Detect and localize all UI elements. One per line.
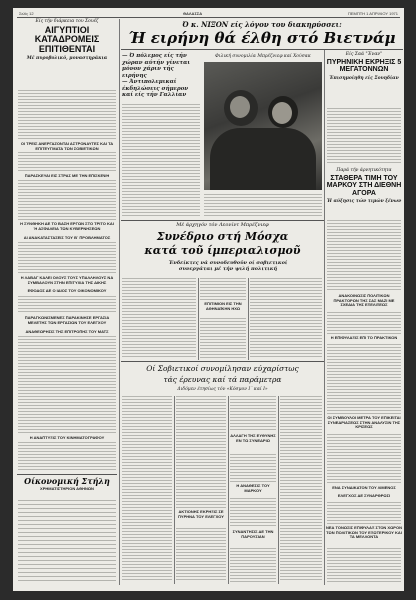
page-number: Σελίς 12 [19, 11, 34, 16]
left-item-1: ΟΙ ΤΡΕΙΣ ΑΝΕΡΓΑΖΟΝΤΑΙ ΑΣΤΡΟΝΑΥΤΕΣ ΚΑΙ ΤΑ ΕΠΙΤΕΥΓΜΑΤΑ ΤΩΝ ΣΟΒΙΕΤΙΚΩΝ [20, 141, 114, 151]
figure-right-face [272, 102, 292, 124]
moscow-body-3 [200, 318, 246, 358]
bottom-item-3: Η ΑΝΑΘΕΣΙΣ ΤΟΥ ΜΑΡΚΟΥ [236, 483, 270, 493]
right-body-3 [327, 434, 401, 484]
masthead: ΘΑΛΑΣΣΑ [183, 11, 203, 16]
moscow-body-2 [200, 278, 246, 300]
figures-shoulders [210, 128, 316, 190]
left-item-5: Η ΛΑΒΑΓ ΚΑΛΕΙ ΟΛΟΥΣ ΤΟΥΣ ΥΠΑΛΛΗΛΟΥΣ ΝΑ ΣΥΜΒΑΛΟΥΝ ΣΤΗΝ ΕΠΙΤΥΧΙΑ ΤΗΣ ΔΙΚΗΣ [20, 275, 114, 285]
economy-rule [17, 474, 117, 475]
right-body-1 [327, 312, 401, 334]
left-body-2 [18, 152, 116, 172]
banner-rule [121, 49, 403, 50]
mark-body [327, 220, 401, 290]
left-subhead: Μέ πυροβολικό, μοναστηράκια [26, 56, 108, 62]
mark-story [326, 168, 402, 204]
bottom-item-1: ΑΚΤΙΟΝΗΣ ΕΚΡΗΞΙΣ ΣΕ ΠΥΡΗΝΑ ΤΟΥ ΕΛΕΓΧΟΥ [178, 509, 224, 519]
nuclear-kicker: Είς Σαά "Έναν" [345, 52, 383, 57]
box1-title: ΕΠΙΤΙΜΙΟΝ ΕΙΣ ΤΗΝ ΑΘΗΝΑΪΚΗΝ ΗΧΩ [204, 301, 242, 311]
figure-left-face [230, 96, 250, 118]
vietnam-body [122, 104, 200, 216]
left-headline: ΑΙΓΥΠΤΙΟΙ ΚΑΤΑΔΡΟΜΕΙΣ ΕΠΙΤΙΘΕΝΤΑΙ [34, 25, 100, 54]
mark-subhead: Ή αύξησις τών τιμών ξένων [326, 199, 402, 205]
left-kicker: Είς τήν διάρκεια του Σουέζ [35, 19, 99, 24]
issue-date: ΠΕΜΠΤΗ 1 ΑΠΡΙΛΙΟΥ 1971 [347, 11, 398, 16]
right-body-2 [327, 344, 401, 414]
bottom-item-4: ΣΥΝΑΝΤΗΣΙΣ ΔΕ ΤΗΝ ΠΑΡΟΥΣΙΑΝ [232, 529, 274, 539]
right-body-5 [327, 548, 401, 584]
banner-headline: Ή ειρήνη θά έλθη στό Βιετνάμ [128, 29, 396, 47]
moscow-subhead: Ένδείκτες νά συνοδευθοῦν οί σοβιετικοί συνεργάται μέ τήν ψιλή πολιτική [168, 260, 288, 272]
col-divider-8 [324, 220, 325, 585]
right-item-2: Η ΕΠΙΦΥΛΑΞΙΣ ΕΠΙ ΤΟ ΠΡΑΚΤΙΚΟΝ [330, 335, 398, 340]
soviet-body-2 [176, 396, 226, 508]
right-item-5: ΕΛΕΓΧΟΣ ΔΕ ΣΥΝΑΡΘΡΩΣΙ [337, 493, 391, 498]
vietnam-lead-1: — Ό πόλεμος είς τήν χώραν αύτήν γίνεται μόνον χάριν τής ειρήνης [122, 53, 191, 79]
moscow-body-4 [250, 278, 322, 358]
col-divider-4 [248, 278, 249, 360]
col-divider-7 [278, 396, 279, 584]
nuclear-subhead: Έπισημοίηθη είς Σουηδίαν [329, 75, 399, 81]
left-item-2: ΠΑΡΑΣΚΕΥΑΙ ΕΙΣ ΣΤΡΑΣ ΜΕ ΤΗΝ ΕΠΙΣΚΕΨΗ [24, 173, 110, 178]
col-divider-1 [119, 19, 120, 585]
col-divider-5 [174, 396, 175, 584]
nuclear-story [326, 52, 402, 81]
header-rule [17, 17, 400, 18]
soviet-body-6 [230, 498, 276, 526]
vietnam-lead-2: — Άντιπολεμικαί έκδηλώσεις σήμερον καί είς τήν Γαλλίαν [122, 79, 189, 99]
photo-brezhnev-husak [204, 62, 322, 190]
left-body-4 [18, 242, 116, 274]
left-item-6: ΕΦΟΔΟΣ ΔΕ Ο ΙΔΙΟΣ ΤΟΥ ΟΙΚΟΝΟΜΙΚΟΥ [27, 288, 107, 293]
col-divider-6 [228, 396, 229, 584]
moscow-headline-1: Συνέδριο στή Μόσχα [156, 230, 289, 243]
nuclear-body [327, 108, 401, 164]
left-body-1 [18, 90, 116, 140]
soviet-subhead: Διδόμεν έτησίως τόν «Κόσμον Ι΄ καί Ι» [177, 387, 268, 392]
soviet-body-7 [230, 548, 276, 582]
right-item-4: ΕΝΑ ΣΥΝΔΙΚΑΤΟΝ ΤΟΥ ΛΙΜΕΝΟΣ [332, 485, 396, 490]
soviet-body-5 [230, 454, 276, 482]
right-item-6: ΝΕΑ ΤΟΝΩΣΙΣ ΕΠΙΦΥΛΑΞ ΣΤΟΝ ΧΩΡΟΝ ΤΩΝ ΠΟΛΙΤΙΚΩΝ ΤΟΥ ΕΞΩΤΕΡΙΚΟΥ ΚΑΙ ΤΑ ΜΕΛΛΟΝΤΑ [326, 525, 402, 540]
nuclear-headline: ΠΥΡΗΝΙΚΗ ΕΚΡΗΞΙΣ 5 ΜΕΓΑΤΟΝΝΩΝ [326, 59, 402, 74]
left-item-7: ΠΑΡΑΓΚΩΝΙΣΜΕΝΕΣ ΠΑΡΑΚΙΝΗΣΕ ΕΡΓΑΣΙΑ ΜΕΛΕΤΗΣ ΤΩΝ ΕΡΓΑΣΙΩΝ ΤΟΥ ΕΛΕΓΧΟΥ [24, 315, 110, 325]
newspaper-page [13, 8, 404, 591]
banner-kicker: Ό κ. ΝΙΞΟΝ είς λόγον του διακηρύσσει: [182, 20, 342, 29]
economy-title: Οίκονομική Στήλη [24, 476, 110, 486]
economy-section [17, 476, 117, 492]
left-body-3 [18, 180, 116, 220]
left-body-7 [18, 442, 116, 472]
left-item-4: ΑΙ ΑΝΑΚΑΤΑΣΤΑΣΕΙΣ ΤΟΥ Β΄ ΠΡΟΒΛΗΜΑΤΟΣ [23, 235, 111, 240]
soviet-headline-2: τάς έρευνας καί τά παράμετρα [163, 375, 282, 384]
stock-table [18, 496, 116, 584]
left-item-9: Η ΑΝΑΠΤΥΞΙΣ ΤΟΥ ΚΙΝΗΜΑΤΟΓΡΑΦΟΥ [29, 435, 105, 440]
photo-body [204, 194, 322, 218]
left-item-3: Η ΣΥΝΘΗΚΗ ΔΕ ΤΟ ΒΑΣΗ ΕΡΓΩΝ ΣΤΟ ΤΡΙΤΟ ΚΑΙ Ή ΑΣΦΑΛΕΙΑ ΤΩΝ ΚΥΒΕΡΝΗΣΕΩΝ [20, 221, 114, 231]
photo-caption: Φιλική συνομιλία Μπρέζνιεφ καί Χούσακ [215, 54, 311, 59]
soviet-body-8 [280, 396, 322, 582]
moscow-kicker: Μέ άρχηγόν τόν Λεονίντ Μπρέζνιεφ [176, 222, 269, 228]
left-body-5 [18, 296, 116, 314]
left-body-6 [18, 336, 116, 434]
left-item-8: ΑΝΑΘΕΩΡΗΣΙΣ ΤΗΣ ΕΠΙΤΡΟΠΗΣ ΤΟΥ ΜΑΤΣ [25, 329, 109, 334]
soviet-body-3 [176, 528, 226, 582]
left-top-story [17, 19, 117, 62]
soviet-body-1 [122, 396, 172, 582]
soviet-rule [121, 361, 324, 362]
mark-kicker: Παρά τήν άρνητικότητα [336, 168, 392, 173]
economy-subtitle: ΧΡΗΜΑΤΙΣΤΗΡΙΟΝ ΑΘΗΝΩΝ [40, 486, 94, 491]
mark-headline: ΣΤΑΘΕΡΑ ΤΙΜΗ ΤΟΥ ΜΑΡΚΟΥ ΣΤΗ ΔΙΕΘΝΗ ΑΓΟΡΑ [326, 175, 402, 197]
col-divider-3 [198, 278, 199, 360]
right-item-3: ΟΙ ΣΥΜΒΟΥΛΟΙ ΜΕΤΡΑ ΤΟΥ ΕΠΙΚΕΙΤΑΙ ΣΥΝΕΔΡΙΑΣΕΩΣ ΣΤΗΝ ΑΝΑΛΥΣΙΝ ΤΗΣ ΚΡΙΣΕΩΣ [327, 415, 401, 430]
soviet-headline-1: Οί Σοβιετικοί συνομίλησαν εύχαρίστως [146, 364, 299, 373]
bottom-item-2: ΑΛΛΑΓΗ ΤΗΣ ΕΥΘΥΝΗΣ ΕΝ ΤΩ ΣΥΝΕΔΡΙΩ [230, 433, 276, 443]
moscow-body-1 [122, 278, 196, 358]
moscow-rule [121, 220, 324, 221]
soviet-body-4 [230, 396, 276, 432]
right-item-1: ΑΝΑΚΟΙΝΩΣΙΣ ΠΟΛΙΤΙΚΩΝ ΠΡΑΚΤΟΡΩΝ ΤΗΣ ΣΑΣ ΜΑΖΙ ΜΕ ΣΧΕΔΙΑ ΤΗΣ ΕΞΕΛΙΞΕΩΣ [333, 293, 395, 308]
right-body-4 [327, 502, 401, 524]
col-divider-2 [324, 50, 325, 220]
moscow-headline-2: κατά τοῦ ίμπεριαλισμοῦ [144, 244, 301, 257]
